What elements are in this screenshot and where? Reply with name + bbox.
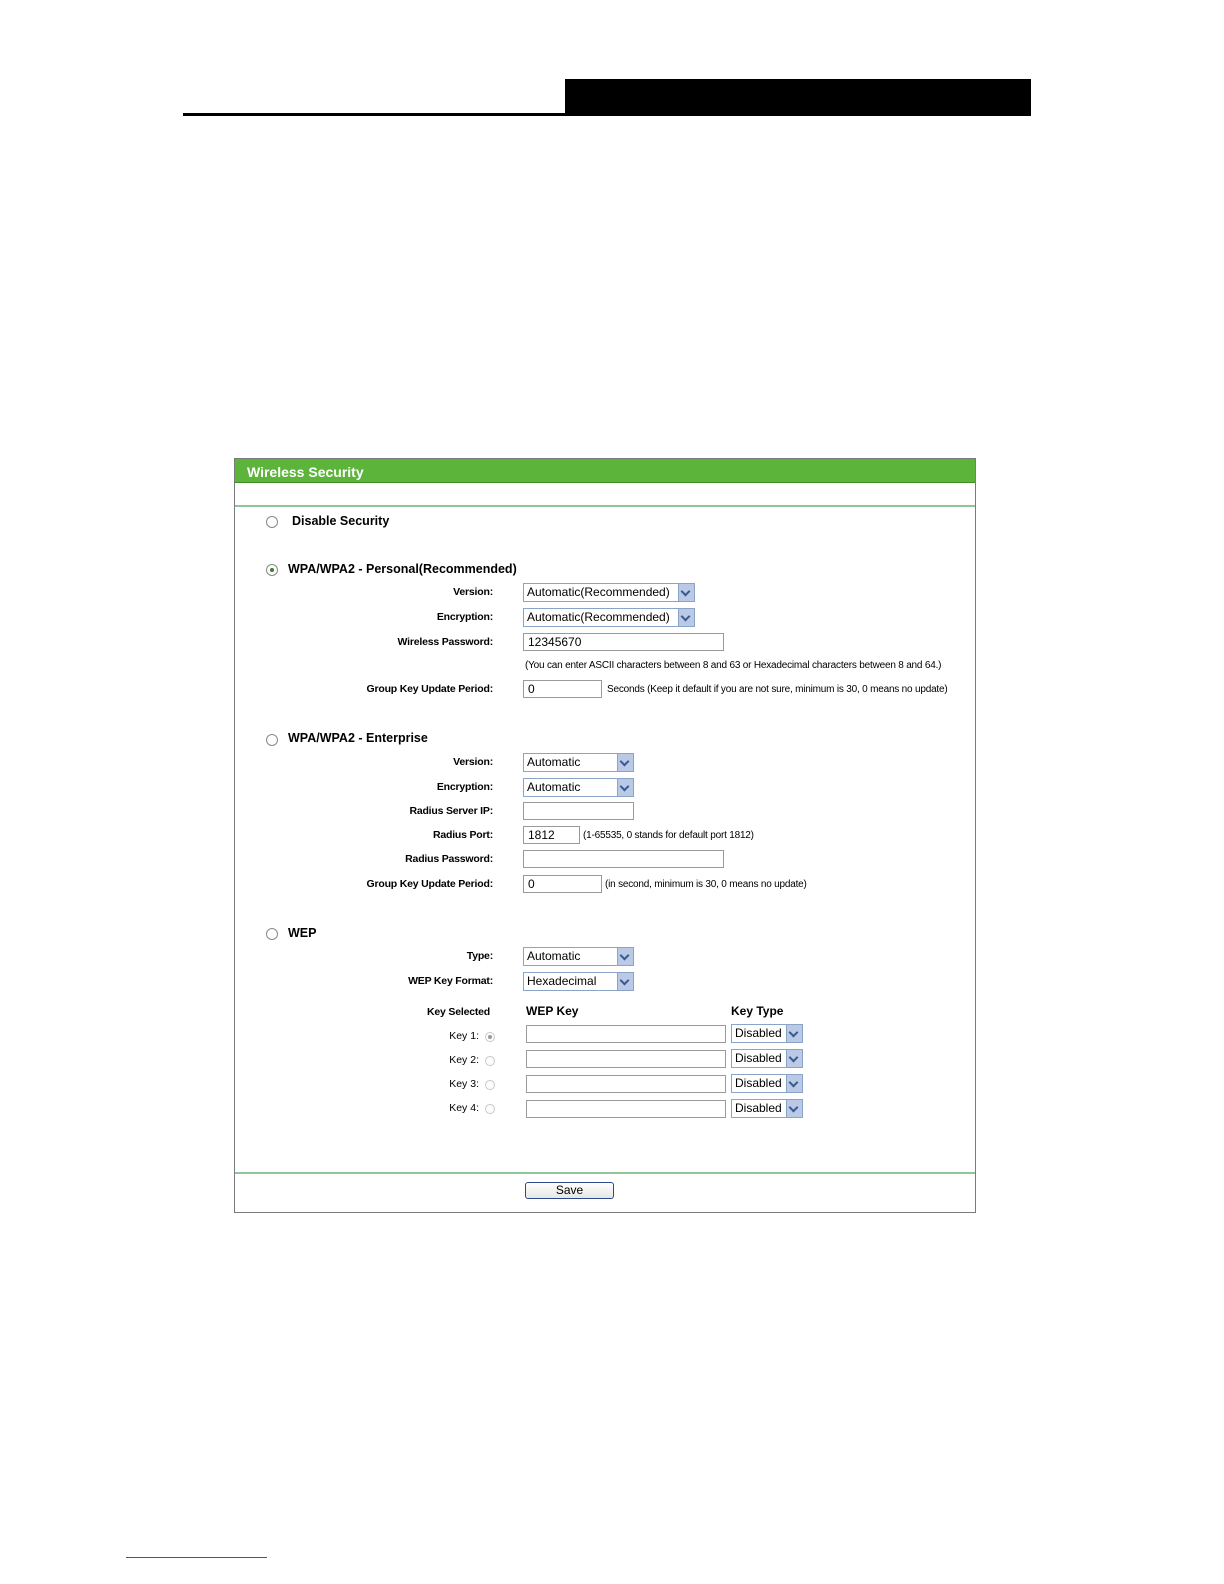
divider — [235, 505, 975, 507]
panel-title: Wireless Security — [235, 459, 975, 483]
password-hint: (You can enter ASCII characters between 8 and 63 or Hexadecimal characters between 8 and 64.) — [525, 660, 942, 671]
key-3-label: Key 3: — [449, 1078, 479, 1090]
key-3-type-value: Disabled — [735, 1076, 782, 1090]
wep-type-label: Type: — [466, 950, 493, 962]
enterprise-gkup-input[interactable]: 0 — [523, 875, 602, 893]
key-1-type-select[interactable] — [731, 1024, 803, 1043]
personal-gkup-label: Group Key Update Period: — [366, 683, 493, 695]
key-2-label: Key 2: — [449, 1054, 479, 1066]
chevron-down-icon — [678, 609, 694, 626]
wpa-personal-label: WPA/WPA2 - Personal(Recommended) — [288, 562, 517, 576]
wep-radio[interactable] — [266, 928, 278, 940]
wep-key-format-select[interactable] — [523, 972, 634, 991]
wep-label: WEP — [288, 926, 317, 940]
chevron-down-icon — [786, 1050, 802, 1067]
document-header-rule — [183, 113, 1031, 116]
key-type-column-header: Key Type — [731, 1004, 784, 1018]
personal-encryption-select[interactable] — [523, 608, 695, 627]
radius-port-label: Radius Port: — [432, 829, 493, 841]
personal-encryption-value: Automatic(Recommended) — [527, 610, 670, 624]
wireless-security-panel — [234, 458, 976, 1213]
personal-gkup-hint: Seconds (Keep it default if you are not sure, minimum is 30, 0 means no update) — [607, 684, 948, 695]
key-4-type-select[interactable] — [731, 1099, 803, 1118]
document-footer-link-underline — [126, 1557, 267, 1558]
wep-type-select[interactable] — [523, 947, 634, 966]
enterprise-gkup-label: Group Key Update Period: — [366, 878, 493, 890]
wep-key-3-input[interactable] — [526, 1075, 726, 1093]
wpa-personal-radio[interactable] — [266, 564, 278, 576]
chevron-down-icon — [617, 779, 633, 796]
personal-version-value: Automatic(Recommended) — [527, 585, 670, 599]
key-1-type-value: Disabled — [735, 1026, 782, 1040]
enterprise-encryption-label: Encryption: — [436, 781, 493, 793]
chevron-down-icon — [786, 1100, 802, 1117]
disable-security-radio[interactable] — [266, 516, 278, 528]
personal-version-select[interactable] — [523, 583, 695, 602]
enterprise-encryption-select[interactable] — [523, 778, 634, 797]
wireless-password-label: Wireless Password: — [397, 636, 493, 648]
enterprise-version-select[interactable] — [523, 753, 634, 772]
key-selected-column-header: Key Selected — [427, 1006, 490, 1018]
radius-server-ip-label: Radius Server IP: — [409, 805, 493, 817]
wpa-enterprise-radio[interactable] — [266, 734, 278, 746]
radius-port-input[interactable]: 1812 — [523, 826, 580, 844]
radius-port-hint: (1-65535, 0 stands for default port 1812) — [583, 830, 754, 841]
personal-encryption-label: Encryption: — [436, 611, 493, 623]
chevron-down-icon — [786, 1075, 802, 1092]
save-button[interactable]: Save — [525, 1182, 614, 1199]
chevron-down-icon — [678, 584, 694, 601]
wep-key-4-input[interactable] — [526, 1100, 726, 1118]
key-1-radio[interactable] — [485, 1032, 495, 1042]
divider — [235, 1172, 975, 1174]
enterprise-gkup-hint: (in second, minimum is 30, 0 means no update) — [605, 879, 807, 890]
enterprise-version-label: Version: — [453, 756, 493, 768]
radius-password-label: Radius Password: — [405, 853, 493, 865]
chevron-down-icon — [786, 1025, 802, 1042]
wep-type-value: Automatic — [527, 949, 581, 963]
personal-version-label: Version: — [453, 586, 493, 598]
wep-key-format-label: WEP Key Format: — [408, 975, 493, 987]
enterprise-encryption-value: Automatic — [527, 780, 581, 794]
key-2-type-value: Disabled — [735, 1051, 782, 1065]
document-header-block — [565, 79, 1031, 116]
key-4-label: Key 4: — [449, 1102, 479, 1114]
wep-key-1-input[interactable] — [526, 1025, 726, 1043]
personal-gkup-input[interactable]: 0 — [523, 680, 602, 698]
wep-key-2-input[interactable] — [526, 1050, 726, 1068]
radius-password-input[interactable] — [523, 850, 724, 868]
key-1-label: Key 1: — [449, 1030, 479, 1042]
chevron-down-icon — [617, 754, 633, 771]
radius-server-ip-input[interactable] — [523, 802, 634, 820]
wpa-enterprise-label: WPA/WPA2 - Enterprise — [288, 731, 428, 745]
wep-key-format-value: Hexadecimal — [527, 974, 597, 988]
disable-security-label: Disable Security — [292, 514, 390, 528]
chevron-down-icon — [617, 973, 633, 990]
key-4-radio[interactable] — [485, 1104, 495, 1114]
key-3-radio[interactable] — [485, 1080, 495, 1090]
wireless-password-input[interactable]: 12345670 — [523, 633, 724, 651]
key-4-type-value: Disabled — [735, 1101, 782, 1115]
key-2-type-select[interactable] — [731, 1049, 803, 1068]
enterprise-version-value: Automatic — [527, 755, 581, 769]
chevron-down-icon — [617, 948, 633, 965]
key-2-radio[interactable] — [485, 1056, 495, 1066]
wep-key-column-header: WEP Key — [526, 1004, 579, 1018]
key-3-type-select[interactable] — [731, 1074, 803, 1093]
